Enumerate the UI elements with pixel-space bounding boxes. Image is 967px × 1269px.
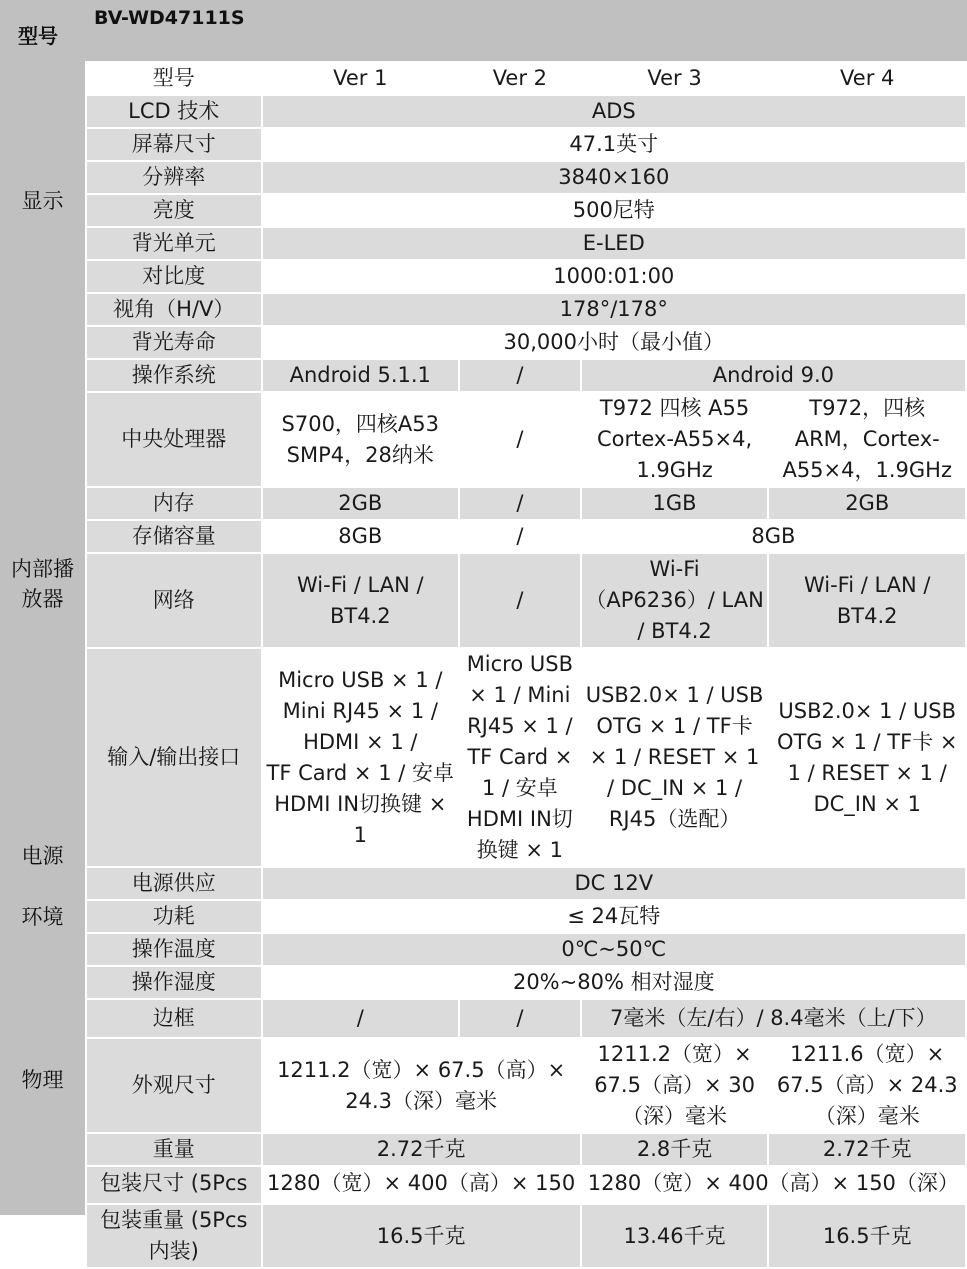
cell-ver1: / bbox=[262, 999, 459, 1038]
table-row-os bbox=[86, 359, 966, 392]
cell-ver1: 2GB bbox=[262, 487, 459, 520]
cell-ver1: 8GB bbox=[262, 520, 459, 553]
cell-ver2: Micro USB × 1 / Mini RJ45 × 1 / TF Card × 1 / 安卓HDMI IN切换键 × 1 bbox=[459, 648, 581, 867]
cell-ver1 bbox=[262, 648, 459, 867]
table-row-lcd bbox=[86, 95, 966, 128]
row-label: 视角（H/V） bbox=[86, 293, 262, 326]
cell-ver1-2: 1211.2（宽）× 67.5（高）× 24.3（深）毫米 bbox=[262, 1038, 581, 1133]
cell-value: 0℃~50℃ bbox=[262, 933, 966, 966]
cell-ver1-2: 2.72千克 bbox=[262, 1133, 581, 1166]
cell-ver4: T972，四核 ARM，Cortex-A55×4，1.9GHz bbox=[768, 392, 966, 487]
row-label: 背光单元 bbox=[86, 227, 262, 260]
row-label: 网络 bbox=[86, 553, 262, 648]
table-row-dimensions bbox=[86, 1038, 966, 1133]
table-row-size bbox=[86, 128, 966, 161]
cell-value: 178°/178° bbox=[262, 293, 966, 326]
cell-ver3: 13.46千克 bbox=[581, 1204, 769, 1268]
row-label: 电源供应 bbox=[86, 867, 262, 900]
table-row-pkg-weight bbox=[86, 1204, 966, 1268]
row-label bbox=[86, 1166, 262, 1204]
category-player: 内部播放器 bbox=[11, 557, 74, 611]
cell-ver1: Wi-Fi / LAN / BT4.2 bbox=[262, 553, 459, 648]
table-row-backlight bbox=[86, 227, 966, 260]
row-label: 边框 bbox=[86, 999, 262, 1038]
row-label: 重量 bbox=[86, 1133, 262, 1166]
table-row-backlight-life bbox=[86, 326, 966, 359]
category-physical: 物理 bbox=[21, 1068, 64, 1092]
table-row-resolution bbox=[86, 161, 966, 194]
table-row-network bbox=[86, 553, 966, 648]
row-label: 中央处理器 bbox=[86, 392, 262, 487]
cell-value: ADS bbox=[262, 95, 966, 128]
cell-value: ≤ 24瓦特 bbox=[262, 900, 966, 933]
table-row-power-supply bbox=[86, 867, 966, 900]
cell-ver3-4: Android 9.0 bbox=[581, 359, 966, 392]
category-power: 电源 bbox=[21, 844, 64, 868]
table-row-weight bbox=[86, 1133, 966, 1166]
cell-value: DC 12V bbox=[262, 867, 966, 900]
category-column bbox=[0, 61, 85, 1215]
row-label: 外观尺寸 bbox=[86, 1038, 262, 1133]
table-row-viewing-angle bbox=[86, 293, 966, 326]
category-display: 显示 bbox=[21, 189, 64, 213]
cell-ver4: 16.5千克 bbox=[768, 1204, 966, 1268]
table-row-cpu bbox=[86, 392, 966, 487]
cell-ver1-2: 16.5千克 bbox=[262, 1204, 581, 1268]
cell-ver1-2 bbox=[262, 1166, 581, 1204]
cell-value: 47.1英寸 bbox=[262, 128, 966, 161]
table-row-pkg-size bbox=[86, 1166, 966, 1204]
cell-ver3: Ver 3 bbox=[581, 62, 769, 95]
row-label-text: 包装尺寸 (5Pcs bbox=[100, 1171, 248, 1195]
table-row-memory bbox=[86, 487, 966, 520]
table-row-model bbox=[86, 62, 966, 95]
cell-ver3: 2.8千克 bbox=[581, 1133, 769, 1166]
row-label: 型号 bbox=[86, 62, 262, 95]
cell-ver1: Android 5.1.1 bbox=[262, 359, 459, 392]
row-label: 包装重量 (5Pcs 内装) bbox=[86, 1204, 262, 1268]
table-row-brightness bbox=[86, 194, 966, 227]
cell-ver2: / bbox=[459, 999, 581, 1038]
cell-ver1-line2: TF Card × 1 / 安卓HDMI IN切换键 × 1 bbox=[266, 760, 454, 847]
table-row-contrast bbox=[86, 260, 966, 293]
table-row-op-temp bbox=[86, 933, 966, 966]
cell-ver3-4-text: 1280（宽）× 400（高）× 150（深） bbox=[587, 1171, 959, 1195]
row-label: 输入/输出接口 bbox=[86, 648, 262, 867]
cell-ver1-2-text: 1280（宽）× 400（高）× 150 bbox=[267, 1171, 576, 1195]
row-label: 操作系统 bbox=[86, 359, 262, 392]
row-label: 对比度 bbox=[86, 260, 262, 293]
table-row-storage bbox=[86, 520, 966, 553]
row-label: 背光寿命 bbox=[86, 326, 262, 359]
cell-value: 20%~80% 相对湿度 bbox=[262, 966, 966, 999]
cell-value: 1000:01:00 bbox=[262, 260, 966, 293]
cell-ver1: Ver 1 bbox=[262, 62, 459, 95]
cell-ver2: / bbox=[459, 520, 581, 553]
row-label: 内存 bbox=[86, 487, 262, 520]
row-label: 操作温度 bbox=[86, 933, 262, 966]
cell-ver2: / bbox=[459, 487, 581, 520]
cell-ver3-4: 8GB bbox=[581, 520, 966, 553]
row-label: 屏幕尺寸 bbox=[86, 128, 262, 161]
cell-ver3: USB2.0× 1 / USB OTG × 1 / TF卡 × 1 / RESET × 1 / DC_IN × 1 / RJ45（选配） bbox=[581, 648, 769, 867]
row-label: 亮度 bbox=[86, 194, 262, 227]
cell-ver4: 2.72千克 bbox=[768, 1133, 966, 1166]
cell-ver3-4 bbox=[581, 1166, 966, 1204]
cell-ver3: 1211.2（宽）× 67.5（高）× 30（深）毫米 bbox=[581, 1038, 769, 1133]
cell-ver3: 1GB bbox=[581, 487, 769, 520]
spec-table bbox=[85, 61, 967, 1269]
cell-ver1: S700，四核A53 SMP4，28纳米 bbox=[262, 392, 459, 487]
row-label: LCD 技术 bbox=[86, 95, 262, 128]
cell-ver4: 1211.6（宽）× 67.5（高）× 24.3（深）毫米 bbox=[768, 1038, 966, 1133]
cell-ver4: USB2.0× 1 / USB OTG × 1 / TF卡 × 1 / RESET × 1 / DC_IN × 1 bbox=[768, 648, 966, 867]
row-label: 功耗 bbox=[86, 900, 262, 933]
cell-ver3-4: 7毫米（左/右）/ 8.4毫米（上/下） bbox=[581, 999, 966, 1038]
model-header bbox=[0, 0, 967, 61]
model-header-value: BV-WD47111S bbox=[94, 7, 245, 29]
cell-ver4: Wi-Fi / LAN / BT4.2 bbox=[768, 553, 966, 648]
table-row-op-humidity bbox=[86, 966, 966, 999]
cell-ver4: Ver 4 bbox=[768, 62, 966, 95]
cell-value: 3840×160 bbox=[262, 161, 966, 194]
cell-ver1-line1: Micro USB × 1 / Mini RJ45 × 1 / HDMI × 1 / bbox=[278, 667, 443, 754]
cell-ver2: / bbox=[459, 359, 581, 392]
cell-ver2: / bbox=[459, 392, 581, 487]
table-row-consumption bbox=[86, 900, 966, 933]
row-label: 分辨率 bbox=[86, 161, 262, 194]
row-label: 操作湿度 bbox=[86, 966, 262, 999]
cell-ver3: T972 四核 A55 Cortex-A55×4, 1.9GHz bbox=[581, 392, 769, 487]
table-row-bezel bbox=[86, 999, 966, 1038]
row-label: 存储容量 bbox=[86, 520, 262, 553]
cell-value: 500尼特 bbox=[262, 194, 966, 227]
cell-value: 30,000小时（最小值） bbox=[262, 326, 966, 359]
cell-ver2: / bbox=[459, 553, 581, 648]
cell-ver4: 2GB bbox=[768, 487, 966, 520]
table-row-io bbox=[86, 648, 966, 867]
cell-ver2: Ver 2 bbox=[459, 62, 581, 95]
cell-ver3: Wi-Fi （AP6236）/ LAN / BT4.2 bbox=[581, 553, 769, 648]
category-environment: 环境 bbox=[21, 905, 64, 929]
model-header-label: 型号 bbox=[18, 24, 58, 48]
cell-value: E-LED bbox=[262, 227, 966, 260]
